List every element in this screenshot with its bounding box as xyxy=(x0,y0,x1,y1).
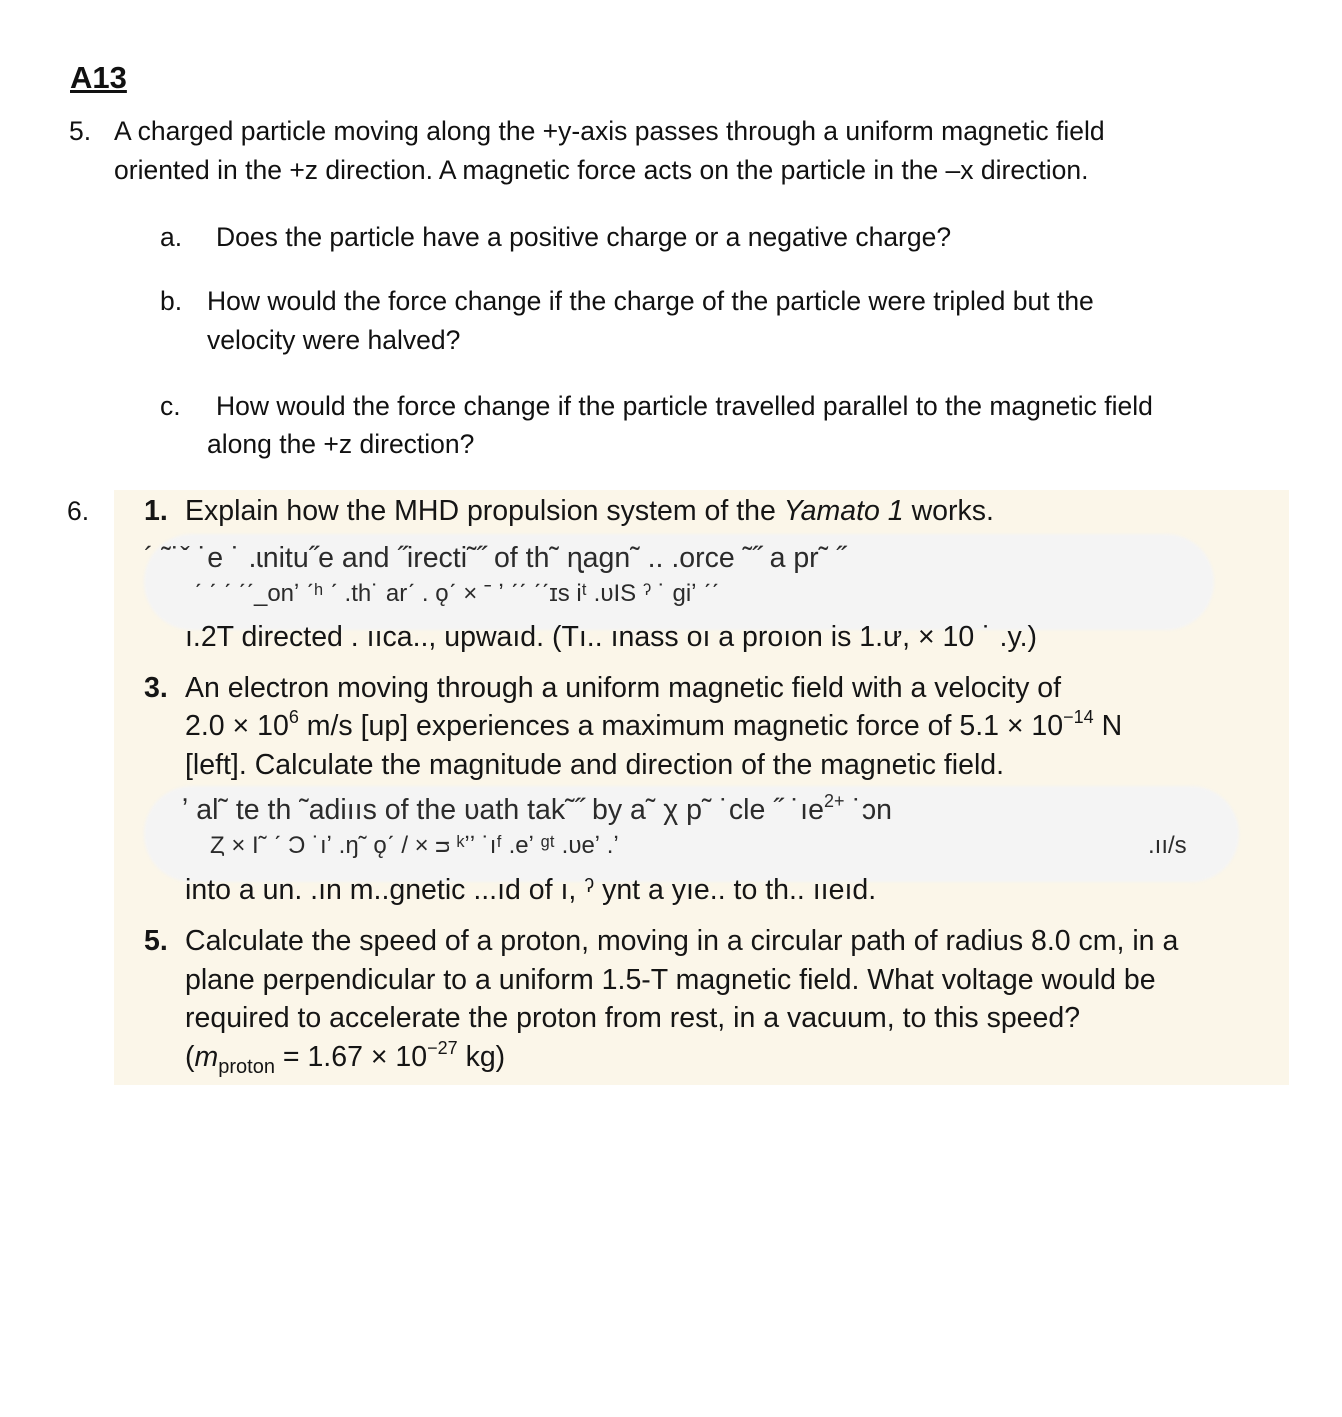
formula-segment: ( xyxy=(185,1041,195,1073)
problem-5-text: plane perpendicular to a uniform 1.5-T magnetic field. What voltage would be xyxy=(185,964,1156,996)
formula-segment: = 1.67 × 10 xyxy=(274,1041,428,1073)
problem-3-text xyxy=(185,707,1122,746)
subquestion-label-c: c. xyxy=(160,391,181,421)
subquestion-label-a: a. xyxy=(160,222,183,252)
problem-number: 3. xyxy=(144,672,168,704)
obscured-segment: ˙ɔn xyxy=(844,794,892,826)
obscured-text-line: ˊ ˊ ˊ ˊˊ_onʼ ˊʰ ˊ .th˙ arˊ . ǫˊ × ˉ ʼ ˊˊ ˊˊɪs iᵗ .ᴜIS ˀ ˙ giʼ ˊˊ xyxy=(194,580,720,607)
exponent: −14 xyxy=(1063,706,1094,727)
problem-text-segment: N xyxy=(1093,710,1123,742)
problem-text-segment: Explain how the MHD propulsion system of the xyxy=(185,495,784,527)
problem-3-text: An electron moving through a uniform magnetic field with a velocity of xyxy=(185,672,1062,704)
subscript: proton xyxy=(218,1055,275,1078)
subquestion-c-text: along the +z direction? xyxy=(207,429,475,459)
problem-text-segment: works. xyxy=(903,495,994,527)
problem-1-text xyxy=(185,492,994,531)
question-text-line: A charged particle moving along the +y-axis passes through a uniform magnetic field xyxy=(114,116,1105,146)
page-heading: A13 xyxy=(70,60,127,95)
exponent: 2+ xyxy=(823,790,845,811)
problem-5-text: required to accelerate the proton from rest, in a vacuum, to this speed? xyxy=(185,1002,1081,1034)
subquestion-b-text: How would the force change if the charge of the particle were tripled but the xyxy=(207,286,1094,316)
mass-symbol: m xyxy=(194,1041,219,1073)
subquestion-a-text: Does the particle have a positive charge or a negative charge? xyxy=(216,222,952,252)
problem-5-formula xyxy=(185,1038,505,1077)
problem-3-text: [left]. Calculate the magnitude and direction of the magnetic field. xyxy=(185,749,1005,781)
obscured-text-line xyxy=(182,790,892,827)
question-number: 5. xyxy=(69,116,92,146)
problem-5-text: Calculate the speed of a proton, moving in a circular path of radius 8.0 cm, in a xyxy=(185,925,1179,957)
problem-number: 5. xyxy=(144,925,168,957)
obscured-text-line: ı.2T directed . ııca.., upwaıd. (Tı.. ınass oı a proıon is 1.ư, × 10 ˙ .y.) xyxy=(185,621,1038,653)
obscured-text-line: .ıı/s xyxy=(1148,832,1187,859)
textbook-excerpt-panel xyxy=(114,490,1289,1085)
problem-number: 1. xyxy=(144,495,168,527)
problem-text-segment: m/s [up] experiences a maximum magnetic force of 5.1 × 10 xyxy=(298,710,1064,742)
obscured-text-line: Ȥ × I˜ ˊ Ɔ ˙ıʼ .ŋ˜ ǫˊ / × ᴝ ᵏʼʼ ˙ıᶠ .eʼ ᵍᵗ .ᴜeʼ .ʼ xyxy=(210,832,619,859)
exponent: 6 xyxy=(288,706,299,727)
subquestion-b-text: velocity were halved? xyxy=(207,325,461,355)
obscured-text-line: ´ ˜˙ˇ ˙e ˙ .ɩnitu˝e and ˝irecti˜˝ of th˜ ɳagn˜ .. .orce ˜˝ a pr˜ ˝ xyxy=(144,542,846,574)
formula-segment: kg) xyxy=(457,1041,506,1073)
problem-text-segment: 2.0 × 10 xyxy=(185,710,289,742)
subquestion-c-text: How would the force change if the particle travelled parallel to the magnetic field xyxy=(216,391,1153,421)
exponent: −27 xyxy=(427,1037,458,1058)
ship-name: Yamato 1 xyxy=(783,495,904,527)
question-text-line: oriented in the +z direction. A magnetic force acts on the particle in the –x direction. xyxy=(114,155,1089,185)
obscured-text-line: into a un. .ın m..gnetic ...ıd of ı, ˀ ynt a yıe.. to th.. ııeıd. xyxy=(185,874,877,906)
obscured-segment: ʼ al˜ te th ˜adiııs of the υath tak˜˝ by a˜ χ p˜ ˙cle ˝ ˙ıe xyxy=(182,794,824,826)
question-number: 6. xyxy=(67,496,90,526)
subquestion-label-b: b. xyxy=(160,286,183,316)
